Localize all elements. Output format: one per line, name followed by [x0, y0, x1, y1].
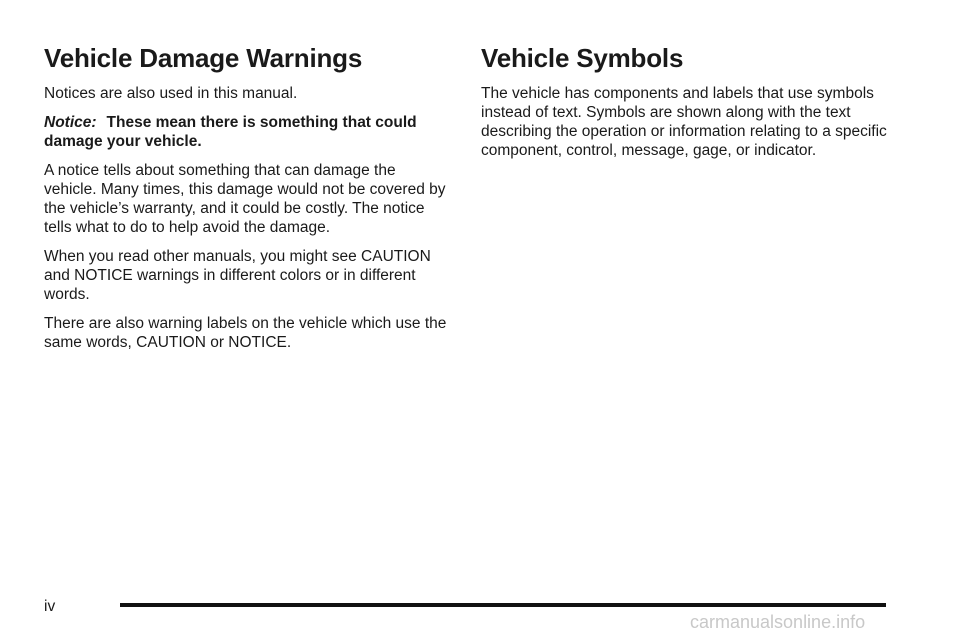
notice-text: These mean there is something that could damage your vehicle. — [44, 114, 417, 150]
right-column — [481, 42, 911, 170]
intro-paragraph: Notices are also used in this manual. — [44, 85, 298, 102]
symbols-paragraph: The vehicle has components and labels that use symbols instead of text. Symbols are shown along with the text describing the operation or information relating to a specific component, control, message, gage, or indicator. — [481, 85, 887, 159]
body-paragraph-1: A notice tells about something that can damage the vehicle. Many times, this damage would not be covered by the vehicle’s warranty, and it could be costly. The notice tells what to do to help avoid the damage. — [44, 162, 446, 236]
section-heading-vehicle-symbols: Vehicle Symbols — [481, 43, 684, 73]
notice-paragraph — [44, 113, 452, 151]
left-column — [44, 42, 452, 362]
section-heading-damage-warnings: Vehicle Damage Warnings — [44, 43, 363, 73]
footer-rule — [120, 603, 886, 607]
watermark: carmanualsonline.info — [690, 612, 866, 632]
body-paragraph-2: When you read other manuals, you might see CAUTION and NOTICE warnings in different colors or in different words. — [44, 248, 431, 303]
notice-label: Notice: — [44, 114, 97, 131]
body-paragraph-3: There are also warning labels on the vehicle which use the same words, CAUTION or NOTICE. — [44, 315, 447, 351]
page-number: iv — [44, 598, 56, 615]
